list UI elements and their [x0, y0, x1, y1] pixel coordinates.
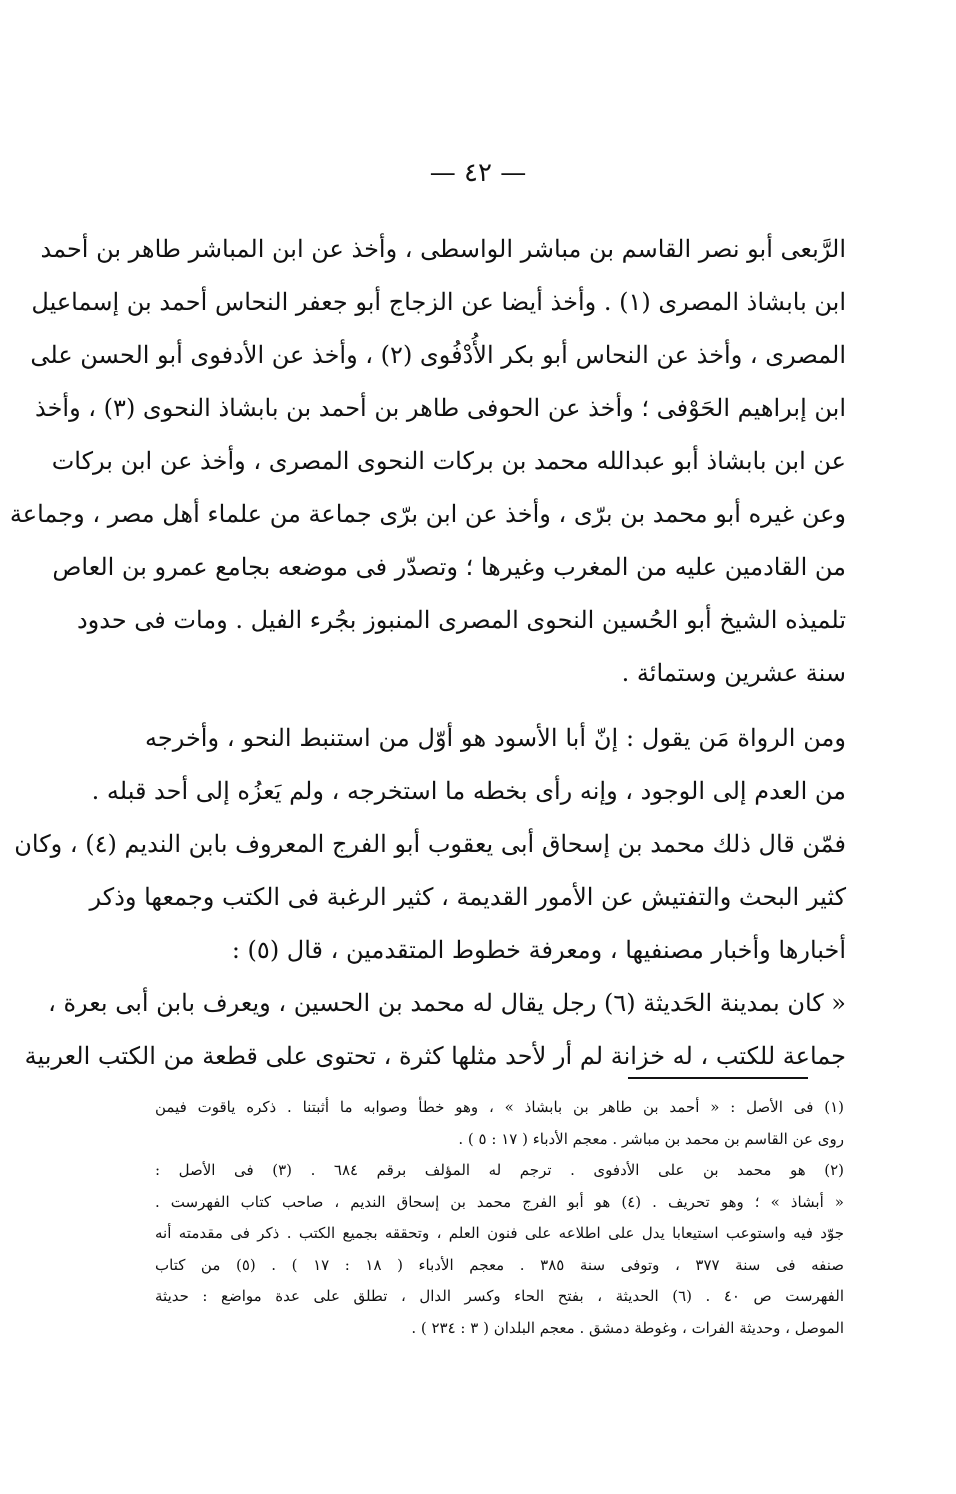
body-text	[9, 223, 846, 1083]
text-line: عن ابن بابشاذ أبو عبدالله محمد بن بركات النحوى المصرى ، وأخذ عن ابن بركات	[51, 447, 846, 475]
text-line: سنة عشرين وستمائة .	[621, 659, 846, 687]
text-line: فمّن قال ذلك محمد بن إسحاق أبى يعقوب أبو الفرج المعروف بابن النديم (٤) ، وكان	[14, 830, 846, 858]
page-number: — ٤٢ —	[429, 158, 527, 188]
text-line: من القادمين عليه من المغرب وغيرها ؛ وتصدّر فى موضعه بجامع عمرو بن العاص	[52, 553, 846, 581]
text-line: « كان بمدينة الحَديثة (٦) رجل يقال له محمد بن الحسين ، ويعرف بابن أبى بعرة ،	[48, 989, 846, 1017]
footnote-line: جوّد فيه واستوعب استيعابا يدل على اطلاعه على فنون العلم ، وتحققه بجميع الكتب . ذكر فى مقدمته أنه	[155, 1224, 844, 1242]
footnote-line: « أبشاذ » ؛ وهو تحريف . (٤) هو أبو الفرج محمد بن إسحاق النديم ، صاحب كتاب الفهرست .	[155, 1192, 844, 1211]
footnote-line: (١) فى الأصل : « أحمد بن طاهر بن بابشاذ » ، وهو خطأ وصوابه ما أثبتنا . ذكره ياقوت فيمن	[155, 1098, 844, 1116]
footnote-line: الموصل ، وحديثة الفرات ، وغوطة دمشق . معجم البلدان ( ٣ : ٢٣٤ ) .	[411, 1318, 844, 1337]
text-line: وعن غيره أبو محمد بن برّى ، وأخذ عن ابن برّى جماعة من علماء أهل مصر ، وجماعة	[9, 500, 846, 528]
text-line: كثير البحث والتفتيش عن الأمور القديمة ، كثير الرغبة فى الكتب وجمعها وذكر	[89, 883, 846, 911]
text-line: جماعة للكتب ، له خزانة لم أر لأحد مثلها كثرة ، تحتوى على قطعة من الكتب العربية	[24, 1042, 846, 1070]
text-line: ابن إبراهيم الحَوْفى ؛ وأخذ عن الحوفى طاهر بن أحمد بن بابشاذ النحوى (٣) ، وأخذ	[34, 394, 846, 422]
text-line: من العدم إلى الوجود ، وإنه رأى بخطه ما استخرجه ، ولم يَعزُه إلى أحد قبله .	[91, 777, 846, 805]
footnotes	[155, 1092, 844, 1344]
footnote-line: روى عن القاسم بن محمد بن مباشر . معجم الأدباء ( ١٧ : ٥ ) .	[458, 1129, 844, 1148]
footnote-divider	[628, 1077, 808, 1079]
text-line: تلميذه الشيخ أبو الحُسين النحوى المصرى المنبوز بجُرء الفيل . ومات فى حدود	[76, 606, 846, 634]
text-line: الرَّبعى أبو نصر القاسم بن مباشر الواسطى ، وأخذ عن ابن المباشر طاهر بن أحمد	[40, 235, 846, 263]
text-line: ومن الرواة مَن يقول : إنّ أبا الأسود هو أوّل من استنبط النحو ، وأخرجه	[145, 724, 846, 752]
footnote-line: الفهرست ص ٤٠ . (٦) الحديثة ، بفتح الحاء وكسر الدال ، تطلق على عدة مواضع : حديثة	[155, 1287, 845, 1305]
text-line: ابن بابشاذ المصرى (١) . وأخذ أيضا عن الزجاج أبو جعفر النحاس أحمد بن إسماعيل	[31, 288, 846, 316]
footnote-line: صنفه فى سنة ٣٧٧ ، وتوفى سنة ٣٨٥ . معجم الأدباء ( ١٨ : ١٧ ) . (٥) من كتاب	[155, 1255, 845, 1274]
text-line: أخبارها وأخبار مصنفيها ، ومعرفة خطوط المتقدمين ، قال (٥) :	[231, 936, 846, 964]
footnote-line: (٢) هو محمد بن على الأدفوى . ترجم له المؤلف برقم ٦٨٤ . (٣) فى الأصل :	[155, 1161, 844, 1179]
text-line: المصرى ، وأخذ عن النحاس أبو بكر الأُدْفُوى (٢) ، وأخذ عن الأدفوى أبو الحسن على	[30, 341, 846, 369]
paragraph-gap	[145, 700, 846, 712]
